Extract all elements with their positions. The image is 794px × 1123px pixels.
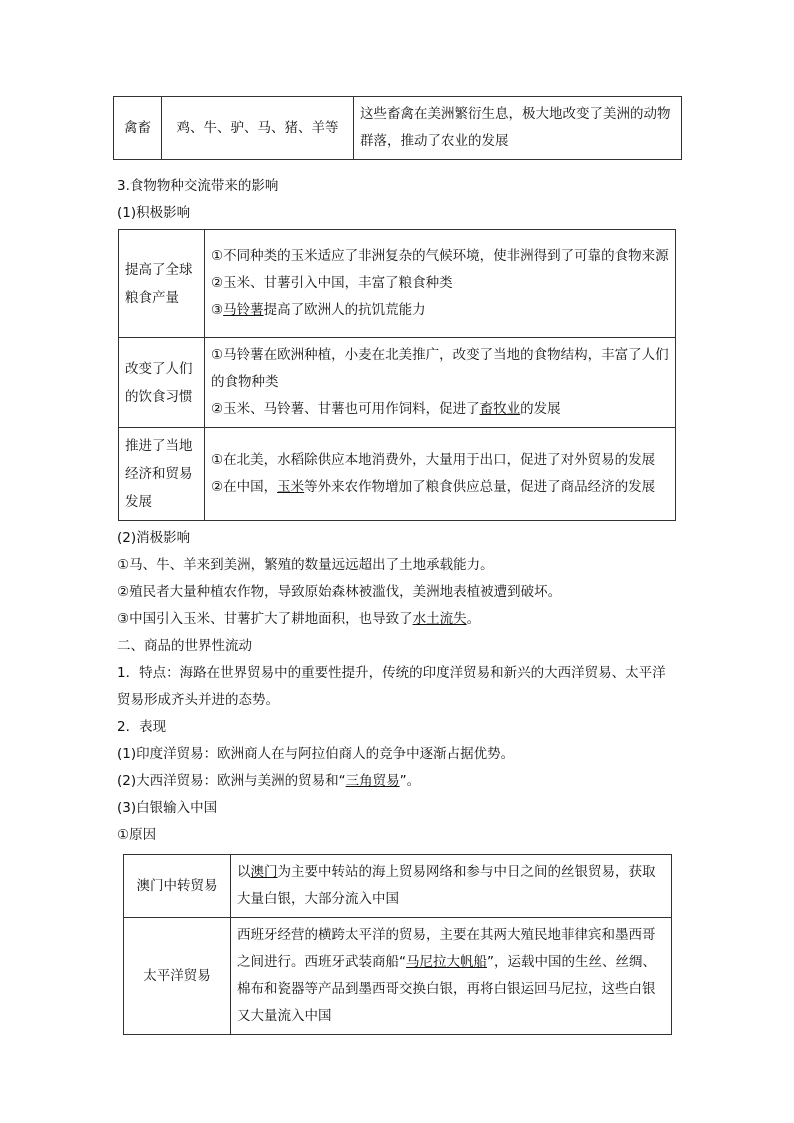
feature-line-2: 贸易形成齐头并进的态势。 (117, 692, 279, 708)
text: 的发展 (520, 401, 561, 417)
row-content (231, 855, 672, 918)
underlined-term: 三角贸易 (345, 773, 400, 789)
feature-line-1: 1．特点：海路在世界贸易中的重要性提升，传统的印度洋贸易和新兴的大西洋贸易、太平洋 (117, 665, 666, 681)
negative-item-2: ②殖民者大量种植农作物，导致原始森林被滥伐，美洲地表植被遭到破坏。 (117, 584, 562, 600)
content-line (211, 474, 669, 501)
items-cell: 鸡、牛、驴、马、猪、羊等 (162, 97, 354, 160)
negative-title: (2)消极影响 (117, 530, 191, 546)
livestock-table (113, 96, 682, 160)
table-row (119, 338, 676, 428)
row-content (205, 230, 676, 338)
positive-title: (1)积极影响 (117, 205, 191, 221)
text: 为主要中转站的海上贸易网络和参与中日之间的丝银贸易，获取大量白银，大部分流入中国 (237, 864, 656, 907)
text: ”。 (399, 773, 421, 789)
table-row (114, 97, 682, 160)
row-content (205, 428, 676, 521)
positive-effects-table (118, 229, 676, 521)
performance-2 (117, 771, 420, 791)
text: 以 (237, 864, 251, 880)
text: 西班牙经营的横跨太平洋的贸易，主要在其两大殖民地菲律宾和墨西哥之间进行。西班牙武装商船“ (237, 927, 656, 970)
text: (2)大西洋贸易：欧洲与美洲的贸易和“ (117, 773, 346, 789)
text: ③中国引入玉米、甘薯扩大了耕地面积，也导致了 (117, 611, 413, 627)
table-row (119, 428, 676, 521)
content-line: ①在北美，水稻除供应本地消费外，大量用于出口，促进了对外贸易的发展 (211, 452, 656, 468)
text: ”，运载中国的生丝、丝绸、棉布和瓷器等产品到墨西哥交换白银，再将白银运回马尼拉，这些白银又大量流入中国 (237, 954, 656, 1024)
row-head: 澳门中转贸易 (124, 855, 231, 918)
content-line (211, 396, 669, 423)
text: ②玉米、马铃薯、甘薯也可用作饲料，促进了 (211, 401, 480, 417)
performance-1: (1)印度洋贸易：欧洲商人在与阿拉伯商人的竞争中逐渐占据优势。 (117, 746, 515, 762)
content-line: ①马铃薯在欧洲种植，小麦在北美推广，改变了当地的食物结构，丰富了人们的食物种类 (211, 347, 669, 390)
row-content (231, 918, 672, 1035)
silver-reasons-table (123, 854, 672, 1035)
negative-item-1: ①马、牛、羊来到美洲，繁殖的数量远远超出了土地承载能力。 (117, 557, 494, 573)
category-cell: 禽畜 (114, 97, 162, 160)
performance-3: (3)白银输入中国 (117, 800, 218, 816)
underlined-term: 马铃薯 (223, 302, 264, 318)
text: ③ (211, 302, 224, 318)
table-row (124, 855, 672, 918)
row-head: 改变了人们的饮食习惯 (119, 338, 205, 428)
text: 。 (466, 611, 481, 627)
content-line (211, 297, 669, 324)
content-line: ②玉米、甘薯引入中国，丰富了粮食种类 (211, 275, 453, 291)
row-head: 推进了当地经济和贸易发展 (119, 428, 205, 521)
table-row (119, 230, 676, 338)
reason-title: ①原因 (117, 827, 157, 843)
section-3-title: 3.食物物种交流带来的影响 (117, 178, 279, 194)
row-head: 太平洋贸易 (124, 918, 231, 1035)
underlined-term: 畜牧业 (479, 401, 521, 417)
text: 等外来农作物增加了粮食供应总量，促进了商品经济的发展 (304, 479, 656, 495)
performance-title: 2．表现 (117, 719, 167, 735)
table-row (124, 918, 672, 1035)
underlined-term: 玉米 (277, 479, 305, 495)
underlined-term: 水土流失 (412, 611, 467, 627)
text: 提高了欧洲人的抗饥荒能力 (263, 302, 426, 318)
row-head: 提高了全球粮食产量 (119, 230, 205, 338)
text: ②在中国， (211, 479, 278, 495)
row-content (205, 338, 676, 428)
section-2-title: 二、商品的世界性流动 (117, 638, 252, 654)
content-line: ①不同种类的玉米适应了非洲复杂的气候环境，使非洲得到了可靠的食物来源 (211, 248, 669, 264)
effect-cell: 这些畜禽在美洲繁衍生息，极大地改变了美洲的动物群落，推动了农业的发展 (354, 97, 682, 160)
underlined-term: 马尼拉大帆船 (406, 954, 487, 970)
negative-item-3 (117, 609, 480, 629)
underlined-term: 澳门 (250, 864, 278, 880)
